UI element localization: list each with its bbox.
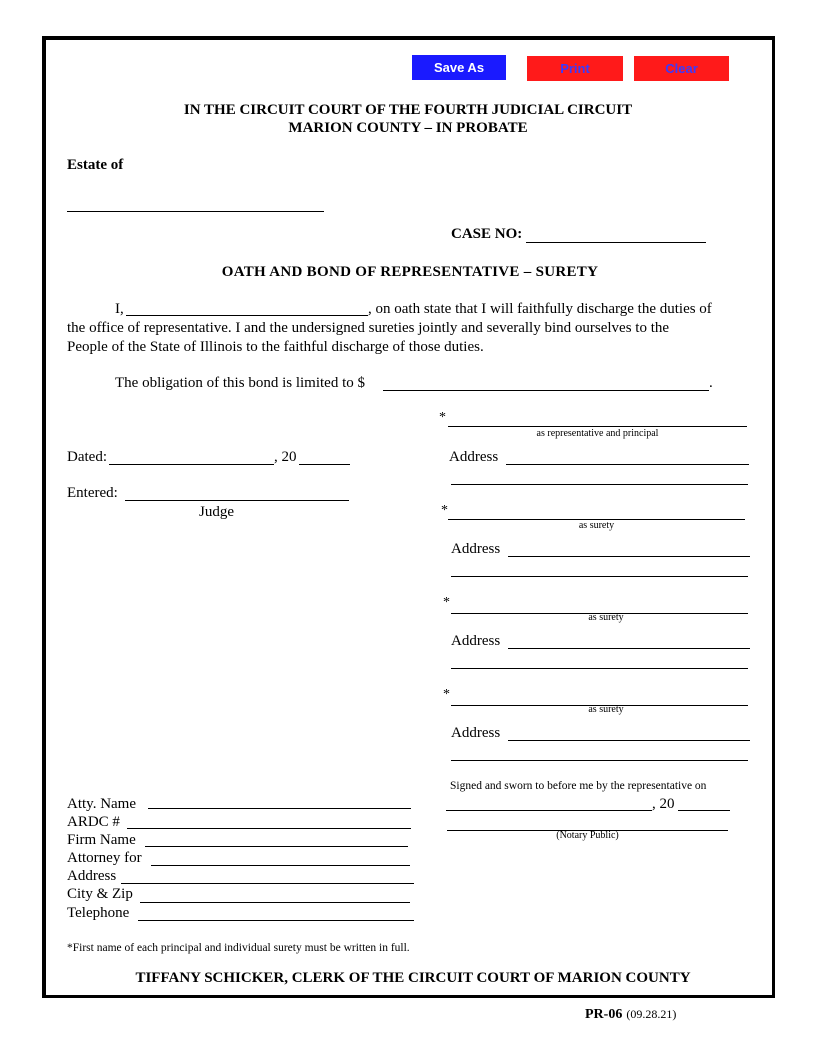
- surety1-address-field-2[interactable]: [451, 576, 748, 577]
- inner-border: [45, 39, 774, 997]
- surety1-asterisk: *: [441, 503, 448, 518]
- estate-name-field[interactable]: [67, 211, 324, 212]
- atty-address-field[interactable]: [121, 883, 414, 884]
- atty-name-label: Atty. Name: [67, 796, 137, 812]
- obligation-label: The obligation of this bond is limited to $: [115, 375, 365, 391]
- notary-caption: (Notary Public): [556, 830, 619, 841]
- firm-name-field[interactable]: [145, 846, 408, 847]
- footnote: *First name of each principal and individual surety must be written in full.: [67, 942, 410, 954]
- surety2-address-label: Address: [451, 633, 501, 649]
- telephone-label: Telephone: [67, 905, 130, 921]
- ardc-field[interactable]: [127, 828, 411, 829]
- notary-year-field[interactable]: [678, 810, 730, 811]
- ardc-label: ARDC #: [67, 814, 120, 830]
- oath-line3: People of the State of Illinois to the faithful discharge of those duties.: [67, 339, 484, 355]
- attorney-for-field[interactable]: [151, 865, 410, 866]
- clear-button[interactable]: Clear: [634, 56, 729, 81]
- dated-label: Dated:: [67, 449, 107, 465]
- principal-asterisk: *: [439, 410, 446, 425]
- obligation-end: .: [709, 375, 713, 391]
- form-code: PR-06: [585, 1007, 623, 1022]
- print-button[interactable]: Print: [527, 56, 623, 81]
- representative-name-field[interactable]: [126, 315, 368, 316]
- court-heading-line1: IN THE CIRCUIT COURT OF THE FOURTH JUDICIAL CIRCUIT: [183, 102, 633, 118]
- principal-signature-field[interactable]: [448, 426, 747, 427]
- oath-line2: the office of representative. I and the undersigned sureties jointly and severally bind ourselves to the: [67, 320, 670, 336]
- telephone-field[interactable]: [138, 920, 414, 921]
- dated-day-field[interactable]: [109, 464, 274, 465]
- surety2-address-field-2[interactable]: [451, 668, 748, 669]
- court-heading-line2: MARION COUNTY – IN PROBATE: [288, 120, 528, 136]
- surety2-asterisk: *: [443, 595, 450, 610]
- surety3-caption: as surety: [588, 704, 624, 715]
- notary-sworn-text: Signed and sworn to before me by the representative on: [450, 780, 707, 792]
- clerk-line: TIFFANY SCHICKER, CLERK OF THE CIRCUIT COURT OF MARION COUNTY: [135, 970, 691, 986]
- atty-address-label: Address: [67, 868, 117, 884]
- save-as-button[interactable]: Save As: [412, 55, 506, 80]
- judge-caption: Judge: [199, 504, 234, 520]
- notary-date-field[interactable]: [446, 810, 652, 811]
- oath-i: I,: [115, 301, 124, 317]
- principal-address-label: Address: [449, 449, 499, 465]
- estate-label: Estate of: [67, 157, 124, 173]
- dated-year-field[interactable]: [299, 464, 350, 465]
- city-zip-field[interactable]: [140, 902, 410, 903]
- attorney-for-label: Attorney for: [67, 850, 142, 866]
- case-no-field[interactable]: [526, 242, 706, 243]
- surety1-caption: as surety: [578, 520, 615, 531]
- notary-year-prefix: , 20: [652, 796, 675, 812]
- surety3-address-field-1[interactable]: [508, 740, 750, 741]
- firm-name-label: Firm Name: [67, 832, 136, 848]
- principal-address-field-1[interactable]: [506, 464, 749, 465]
- surety3-address-label: Address: [451, 725, 501, 741]
- form-id: [585, 1005, 676, 1023]
- surety1-address-label: Address: [451, 541, 501, 557]
- oath-line1: , on oath state that I will faithfully discharge the duties of: [368, 301, 712, 317]
- surety2-caption: as surety: [588, 612, 624, 623]
- form-date: (09.28.21): [626, 1007, 677, 1021]
- obligation-amount-field[interactable]: [383, 390, 709, 391]
- surety3-address-field-2[interactable]: [451, 760, 748, 761]
- surety2-address-field-1[interactable]: [508, 648, 750, 649]
- judge-signature-field[interactable]: [125, 500, 349, 501]
- case-no-label: CASE NO:: [451, 226, 523, 242]
- entered-label: Entered:: [67, 485, 118, 501]
- surety1-address-field-1[interactable]: [508, 556, 750, 557]
- city-zip-label: City & Zip: [67, 886, 133, 902]
- principal-caption: as representative and principal: [536, 428, 659, 439]
- dated-year-prefix: , 20: [274, 449, 297, 465]
- form-title: OATH AND BOND OF REPRESENTATIVE – SURETY: [221, 264, 599, 280]
- surety3-asterisk: *: [443, 687, 450, 702]
- atty-name-field[interactable]: [148, 808, 411, 809]
- principal-address-field-2[interactable]: [451, 484, 748, 485]
